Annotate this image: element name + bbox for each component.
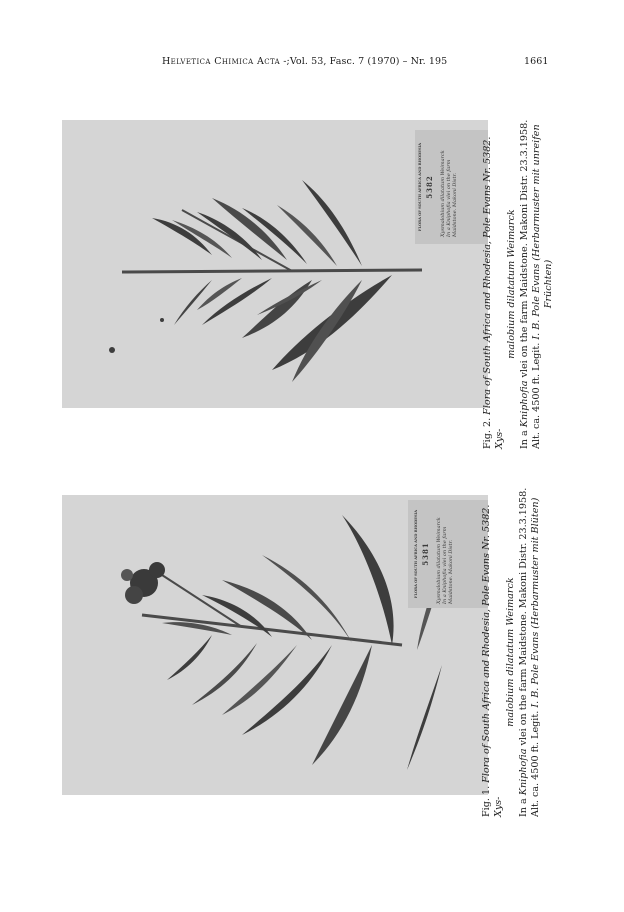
figure-caption-fig2: [482, 119, 554, 449]
label-number: 5382: [424, 175, 434, 199]
label-locality: In a Kniphofia vlei on the farm: [445, 159, 452, 237]
volume-issue: -;Vol. 53, Fasc. 7 (1970) – Nr. 195: [280, 56, 448, 67]
collector-name: I. B. Pole Evans: [530, 631, 542, 708]
running-header: [0, 56, 624, 72]
label-number: 5381: [421, 542, 430, 566]
caption-body-line2: [531, 119, 543, 449]
label-species: Xysmalobium dilatatum Weimarck: [439, 150, 446, 237]
caption-note-end: Früchten): [542, 259, 554, 309]
journal-reference: [162, 56, 447, 67]
caption-text: vlei on the farm Maidstone. Makoni Distr. 23.3.1958.: [519, 119, 531, 381]
caption-text: Alt. ca. 4500 ft. Legit.: [530, 707, 542, 817]
caption-note: (Herbarmuster mit unreifen: [531, 124, 543, 264]
caption-title-text: Flora of South Africa and Rhodesia, Pole Evans Nr. 5382. Xys-: [482, 136, 505, 449]
caption-body-line1: [518, 487, 530, 817]
label-district: Maidstone. Makoni Distr.: [451, 172, 458, 237]
herbarium-photo-fig1: [62, 495, 488, 795]
caption-body-line1: [519, 119, 531, 449]
caption-title: [482, 119, 506, 449]
caption-title: [481, 487, 505, 817]
figure-label: Fig. 2.: [482, 417, 493, 449]
collector-name: I. B. Pole Evans: [531, 263, 543, 340]
label-header: FLORA OF SOUTH AFRICA AND RHODESIA: [414, 509, 418, 599]
caption-text: In a: [519, 427, 531, 449]
herbarium-label-fig2: [415, 130, 488, 244]
label-district: Maidstone. Makoni Distr.: [448, 539, 454, 604]
caption-note: (Herbarmuster mit Blüten): [530, 497, 542, 632]
label-locality: In a Kniphofia vlei on the farm: [442, 526, 448, 604]
caption-text: In a: [518, 795, 530, 817]
herbarium-label-fig1: [408, 500, 488, 608]
page-number: 1661: [524, 56, 549, 67]
caption-species: malobium dilatatum Weimarck: [504, 577, 516, 727]
caption-text: vlei on the farm Maidstone. Makoni Distr. 23.3.1958.: [518, 487, 530, 749]
genus-name: Kniphofia: [519, 380, 531, 428]
caption-title-text: Flora of South Africa and Rhodesia, Pole Evans Nr. 5382. Xys-: [481, 504, 504, 817]
figure-caption-fig1: [481, 487, 542, 817]
caption-text: Alt. ca. 4500 ft. Legit.: [531, 339, 543, 449]
journal-name: Helvetica Chimica Acta: [162, 56, 281, 67]
figure-label: Fig. 1.: [481, 785, 492, 817]
caption-species: malobium dilatatum Weimarck: [505, 209, 517, 359]
caption-body-line2: [530, 487, 542, 817]
label-header: FLORA OF SOUTH AFRICA AND RHODESIA: [417, 142, 422, 232]
label-species: Xysmalobium dilatatum Weimarck: [436, 517, 442, 604]
herbarium-photo-fig2: [62, 120, 488, 408]
genus-name: Kniphofia: [518, 748, 530, 796]
